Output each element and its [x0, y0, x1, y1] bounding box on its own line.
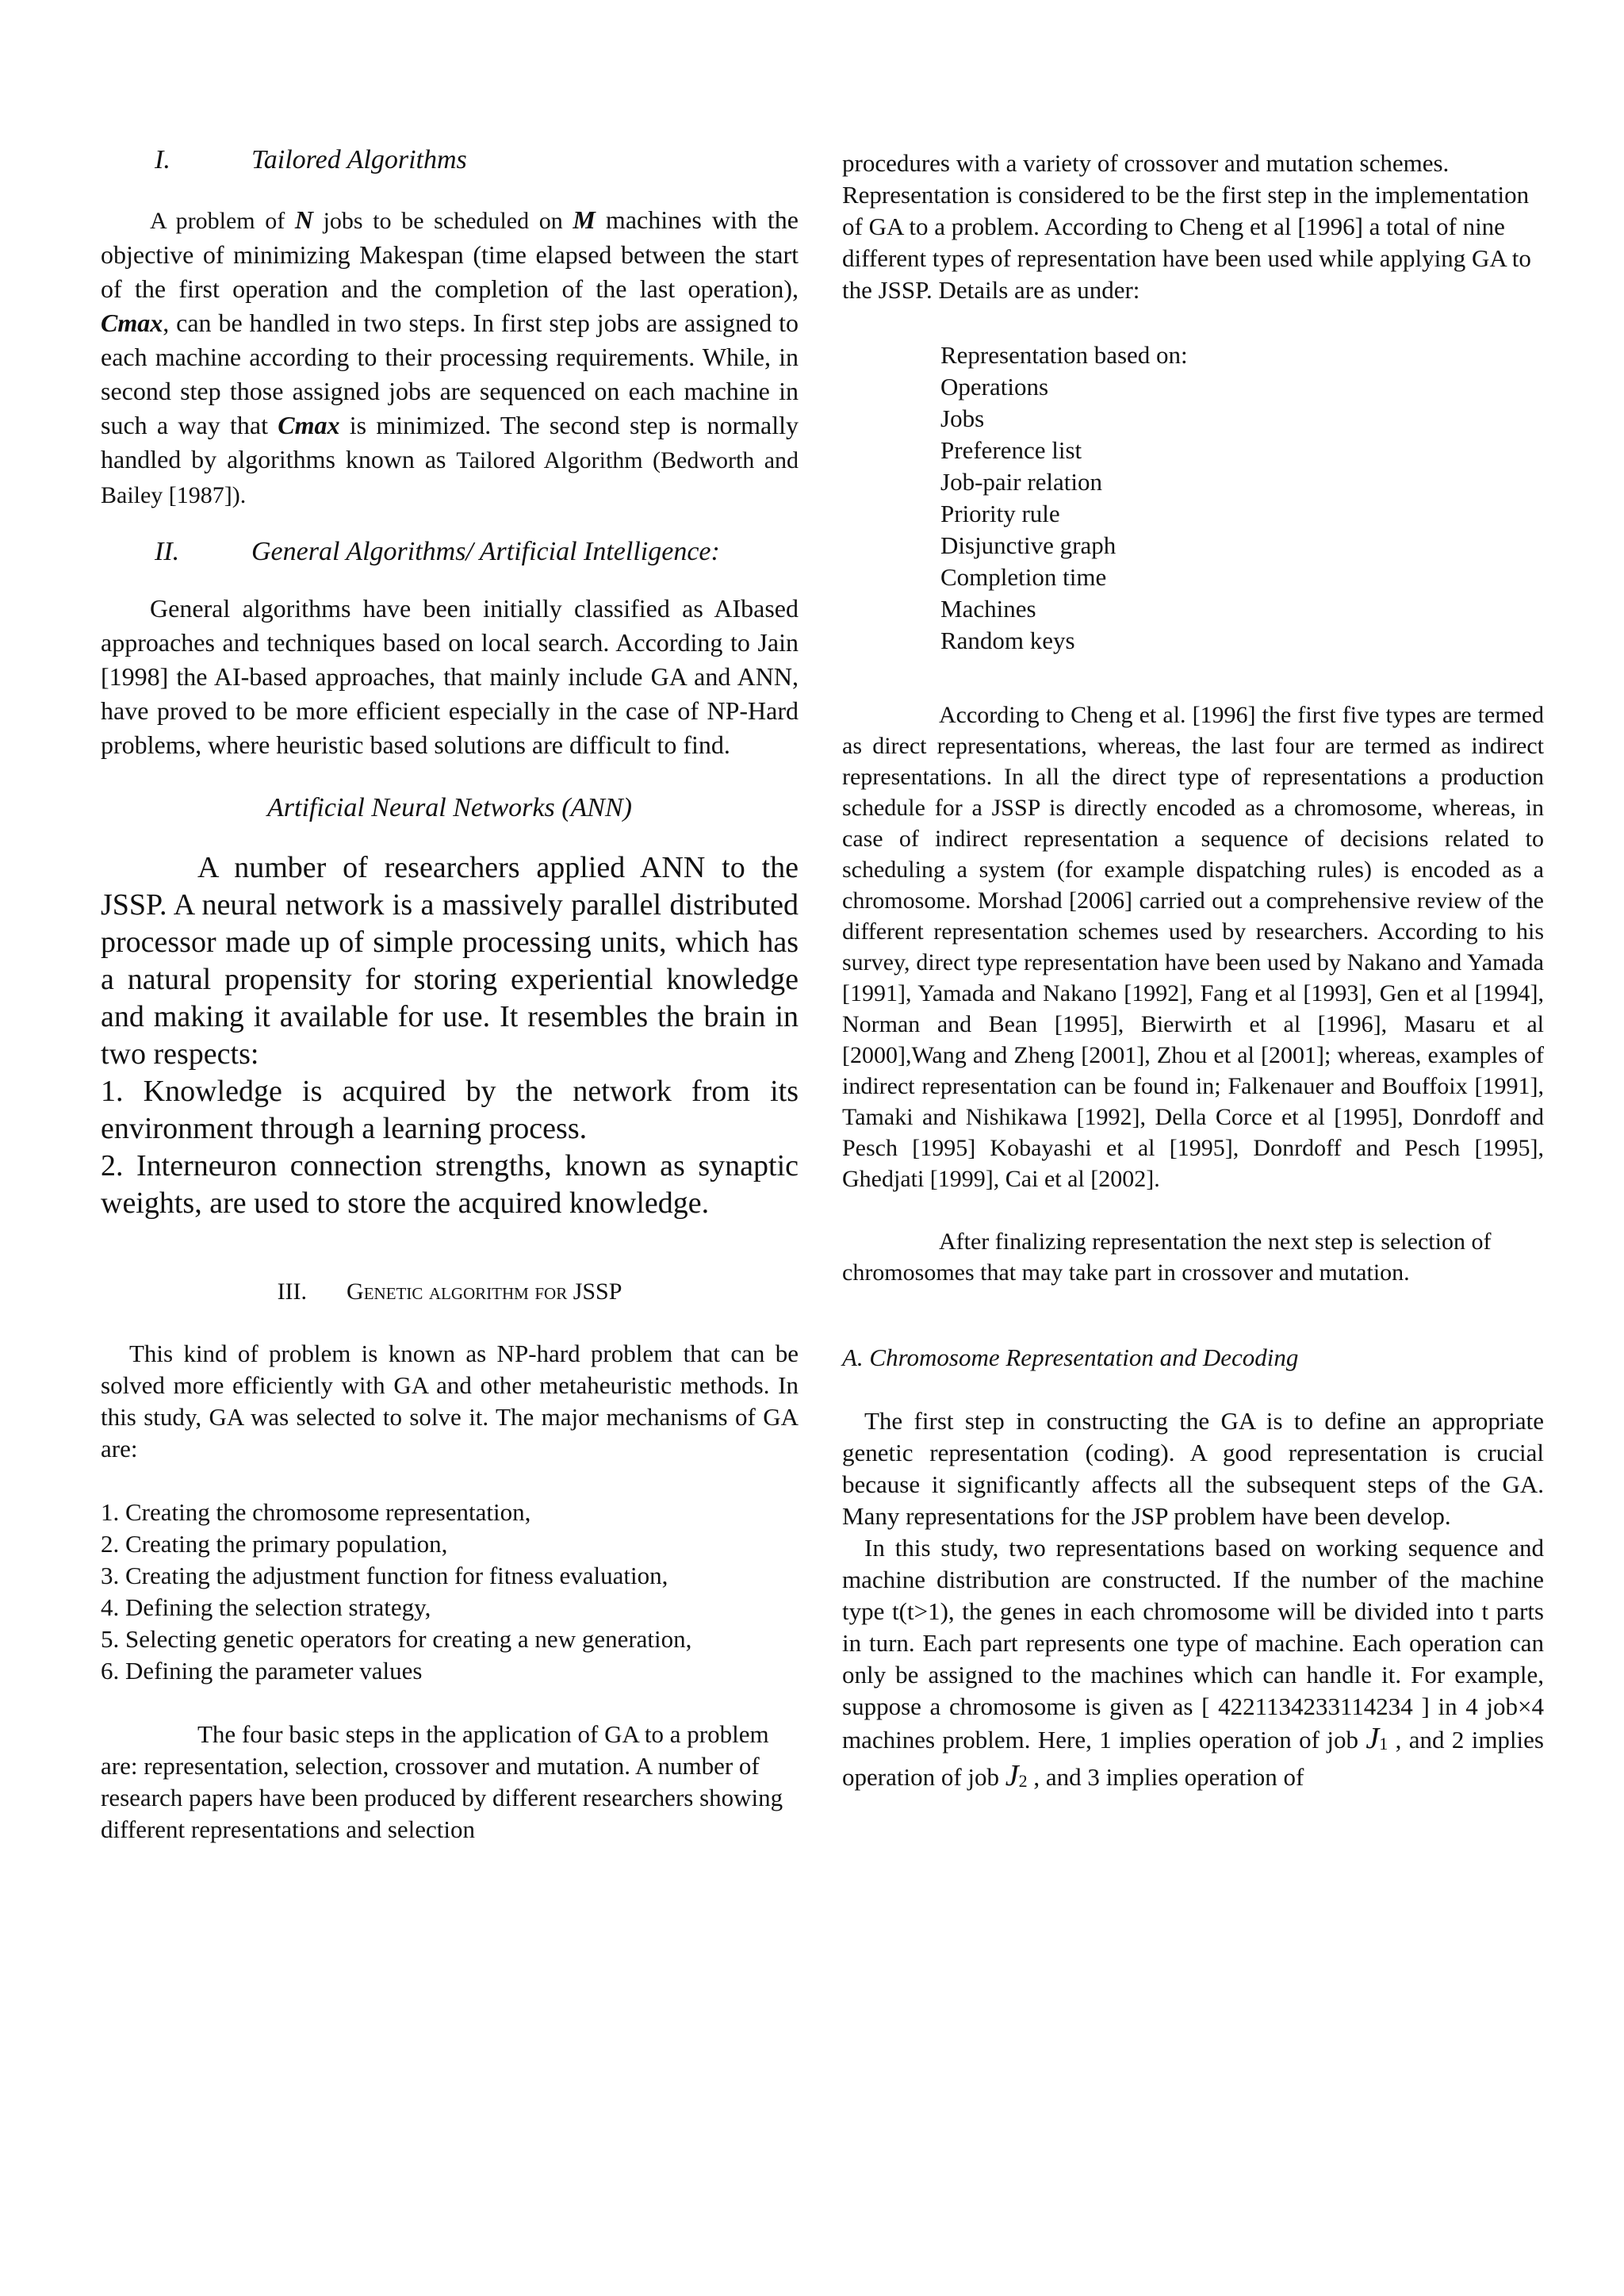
paragraph-ga-intro: This kind of problem is known as NP-hard problem that can be solved more efficiently with GA and other metaheuristic methods. In this study, GA was selected to solve it. The major mechanisms of GA are: [101, 1340, 799, 1462]
symbol-subscript: 2 [1018, 1771, 1028, 1791]
list-item: Job-pair relation [940, 468, 1103, 496]
text-run: , and 3 implies operation of [1027, 1763, 1304, 1791]
paragraph-selection: After finalizing representation the next step is selection of chromosomes that may take part in crossover and mutation. [842, 1228, 1492, 1286]
ann-item-1: 1. Knowledge is acquired by the network from its environment through a learning process. [101, 1075, 799, 1145]
symbol-cmax: Cmax [278, 411, 340, 439]
paragraph-direct-indirect: According to Cheng et al. [1996] the first five types are termed as direct representations, whereas, the last four are termed as indirect representations. In all the direct type of representations a production schedule for a JSSP is directly encoded as a chromosome, whereas, in case of indirect representation a sequence of decisions related to scheduling a system (for example dispatching rules) is encoded as a chromosome. Morshad [2006] carried out a comprehensive review of the different representation schemes used by researchers. According to his survey, direct type representation have been used by Nakano and Yamada [1991], Yamada and Nakano [1992], Fang et al [1993], Gen et al [1994], Norman and Bean [1995], Bierwirth et al [1996], Masaru et al [2000],Wang and Zheng [2001], Zhou et al [2001]; whereas, examples of indirect representation can be found in; Falkenauer and Bouffoix [1991], Tamaki and Nishikawa [1992], Della Corce et al [1995], Donrdoff and Pesch [1995] Kobayashi et al [1995], Donrdoff and Pesch [1995], Ghedjati [1999], Cai et al [2002]. [842, 702, 1544, 1192]
symbol-j2 [1005, 1759, 1028, 1792]
section-title: General Algorithms/ Artificial Intelligence: [251, 537, 720, 566]
text-run: Tailored Algorithm (Bedworth and Bailey [1987]). [101, 447, 799, 508]
list-item: 1. Creating the chromosome representation, [101, 1498, 531, 1526]
list-item: Disjunctive graph [940, 531, 1116, 559]
paragraph-this-study [842, 1532, 1544, 1797]
list-item: Operations [940, 373, 1049, 401]
section-number: III. [277, 1278, 308, 1305]
ann-item-2: 2. Interneuron connection strengths, known as synaptic weights, are used to store the acquired knowledge. [101, 1149, 799, 1220]
section-heading-tailored [101, 143, 799, 178]
section-heading-ga [101, 1276, 799, 1308]
list-item: Random keys [940, 627, 1075, 654]
left-column [101, 143, 799, 1846]
symbol-letter: J [1005, 1759, 1019, 1792]
subsection-heading-chromosome: A. Chromosome Representation and Decoding [842, 1343, 1299, 1371]
list-item: Completion time [940, 563, 1107, 591]
list-item: 4. Defining the selection strategy, [101, 1593, 431, 1621]
list-item: Priority rule [940, 500, 1060, 527]
list-item: 6. Defining the parameter values [101, 1657, 423, 1685]
symbol-j1 [1365, 1722, 1388, 1755]
list-item: Machines [940, 595, 1036, 623]
list-item: Jobs [940, 404, 985, 432]
text-run: machines with the objective of minimizing Makespan (time elapsed between the start of the first operation and the completion of the last operation), [101, 205, 799, 303]
mechanism-list [101, 1497, 799, 1687]
paragraph-general: General algorithms have been initially classified as AIbased approaches and techniques based on local search. According to Jain [1998] the AI-based approaches, that mainly include GA and ANN, have proved to be more efficient especially in the case of NP-Hard problems, where heuristic based solutions are difficult to find. [101, 594, 799, 759]
text-run: jobs to be scheduled on [312, 208, 573, 234]
symbol-m: M [573, 205, 596, 234]
section-heading-general [101, 535, 799, 569]
list-item: Preference list [940, 436, 1082, 464]
text-run: is minimized. The second step is normally handled by algorithms known as [101, 411, 799, 473]
section-title: Tailored Algorithms [251, 145, 467, 174]
subheading-ann: Artificial Neural Networks (ANN) [267, 793, 632, 822]
paragraph-genetic-representation: The first step in constructing the GA is to define an appropriate genetic representation (coding). A good representation is crucial because it significantly affects all the subsequent steps of the GA. Many representations for the JSP problem have been develop. [842, 1407, 1544, 1530]
list-item: Representation based on: [940, 341, 1188, 369]
list-item: 2. Creating the primary population, [101, 1530, 448, 1558]
text-run: , can be handled in two steps. In first step jobs are assigned to each machine according to their processing requirements. While, in second step those assigned jobs are sequenced on each machine in such a way that [101, 309, 799, 439]
section-number: I. [155, 145, 170, 174]
symbol-subscript: 1 [1379, 1734, 1388, 1754]
paragraph-tailored [101, 203, 799, 512]
symbol-n: N [294, 205, 313, 234]
text-run: A problem of [150, 208, 295, 234]
paragraph-representation: procedures with a variety of crossover and mutation schemes. Representation is considered to be the first step in the implementation of GA to a problem. According to Cheng et al [1996] a total of nine different types of representation have been used while applying GA to the JSSP. Details are as under: [842, 149, 1531, 304]
list-item: 3. Creating the adjustment function for fitness evaluation, [101, 1562, 668, 1589]
paragraph-ann: A number of researchers applied ANN to the JSSP. A neural network is a massively parallel distributed processor made up of simple processing units, which has a natural propensity for storing experiential knowledge and making it available for use. It resembles the brain in two respects: [101, 851, 799, 1071]
list-item: 5. Selecting genetic operators for creating a new generation, [101, 1625, 692, 1653]
text-run: In this study, two representations based on working sequence and machine distribution are constructed. If the number of the machine type t(t>1), the genes in each chromosome will be divided into t parts in turn. Each part represents one type of machine. Each operation can only be assigned to the machines which can handle it. For example, suppose a chromosome is given as [ 4221134233114234 ] in 4 job×4 machines problem. Here, 1 implies operation of job [842, 1534, 1544, 1754]
section-number: II. [155, 537, 180, 566]
text-run: , and 2 implies operation of job [842, 1726, 1544, 1791]
representation-list [842, 339, 1544, 657]
paragraph-four-steps: The four basic steps in the application of GA to a problem are: representation, selection, crossover and mutation. A number of research papers have been produced by different researchers showing different representations and selection [101, 1720, 783, 1843]
symbol-cmax: Cmax [101, 309, 163, 337]
right-column [842, 148, 1544, 1797]
symbol-letter: J [1365, 1722, 1380, 1755]
section-title: Genetic algorithm for JSSP [347, 1278, 622, 1305]
